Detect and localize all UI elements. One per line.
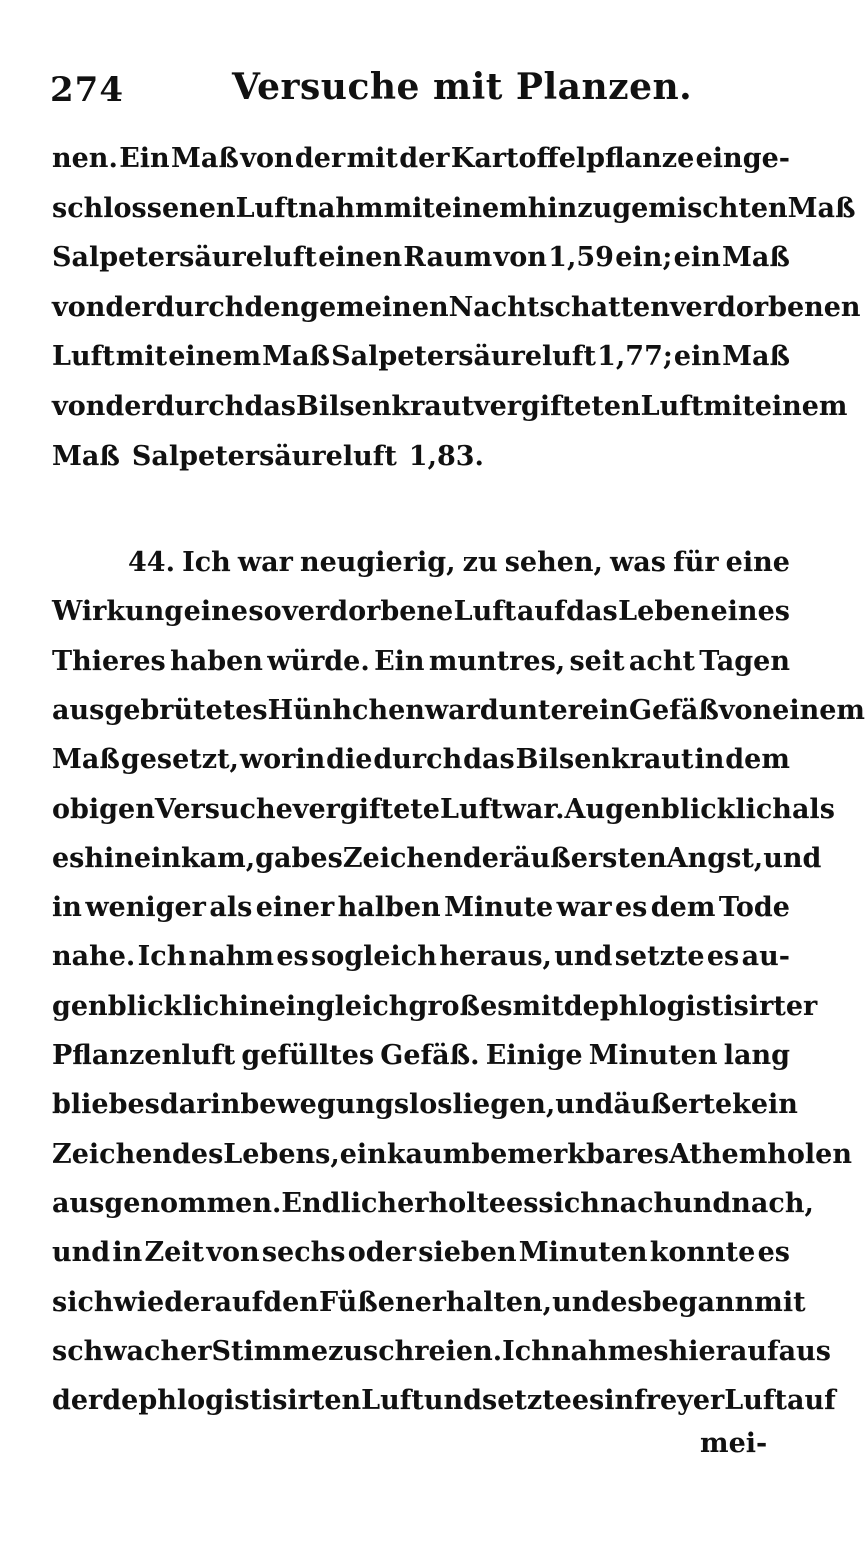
text-line: in weniger als einer halben Minute war es dem Tode: [52, 892, 790, 924]
text-line: Zeichen des Lebens, ein kaum bemerkbares Athemholen: [52, 1138, 852, 1170]
text-line: Salpetersäureluft einen Raum von 1,59 ein; ein Maß: [52, 242, 790, 274]
text-line: sich wieder auf den Füßen erhalten, und es begann mit: [52, 1286, 806, 1318]
text-line: Wirkung eine so verdorbene Luft auf das Leben eines: [52, 596, 790, 628]
text-line: genblicklich in ein gleich großes mit dephlogistisirter: [52, 990, 818, 1022]
text-line: nen. Ein Maß von der mit der Kartoffelpflanze einge-: [52, 143, 790, 174]
text-line: blieb es darin bewegungslos liegen, und äußerte kein: [52, 1089, 798, 1121]
text-line: von der durch den gemeinen Nachtschatten verdorbenen: [52, 291, 861, 323]
text-line: Maß gesetzt, worin die durch das Bilsenkraut in dem: [52, 744, 790, 776]
text-line: Thieres haben würde. Ein muntres, seit acht Tagen: [52, 645, 790, 677]
text-line: Pflanzenluft gefülltes Gefäß. Einige Minuten lang: [52, 1040, 790, 1071]
text-line: schwacher Stimme zu schreien. Ich nahm es hierauf aus: [52, 1335, 831, 1367]
text-line: und in Zeit von sechs oder sieben Minuten konnte es: [52, 1237, 790, 1269]
text-line: obigen Versuche vergiftete Luft war. Augenblicklich als: [52, 793, 835, 825]
text-line: es hineinkam, gab es Zeichen der äußersten Angst, und: [52, 842, 822, 874]
text-line: der dephlogistisirten Luft und setzte es in freyer Luft auf: [52, 1385, 836, 1417]
text-line: 44. Ich war neugierig, zu sehen, was für eine: [128, 547, 790, 578]
text-line: ausgebrütetes Hünhchen ward unter ein Gefäß von einem: [52, 694, 865, 726]
page-number: 274: [50, 70, 124, 110]
text-line: schlossenen Luft nahm mit einem hinzugemischten Maß: [52, 192, 856, 224]
page-header: [50, 62, 790, 122]
text-line: Luft mit einem Maß Salpetersäureluft 1,77; ein Maß: [52, 341, 790, 373]
text-line: nahe. Ich nahm es sogleich heraus, und setzte es au-: [52, 941, 790, 973]
text-line: ausgenommen. Endlich erholte es sich nach und nach,: [52, 1187, 814, 1219]
text-line: Maß Salpetersäureluft 1,83.: [52, 440, 484, 472]
catchword: mei-: [700, 1428, 768, 1459]
running-head: Versuche mit Planzen.: [232, 66, 693, 108]
text-line: von der durch das Bilsenkraut vergifteten Luft mit einem: [52, 391, 848, 422]
